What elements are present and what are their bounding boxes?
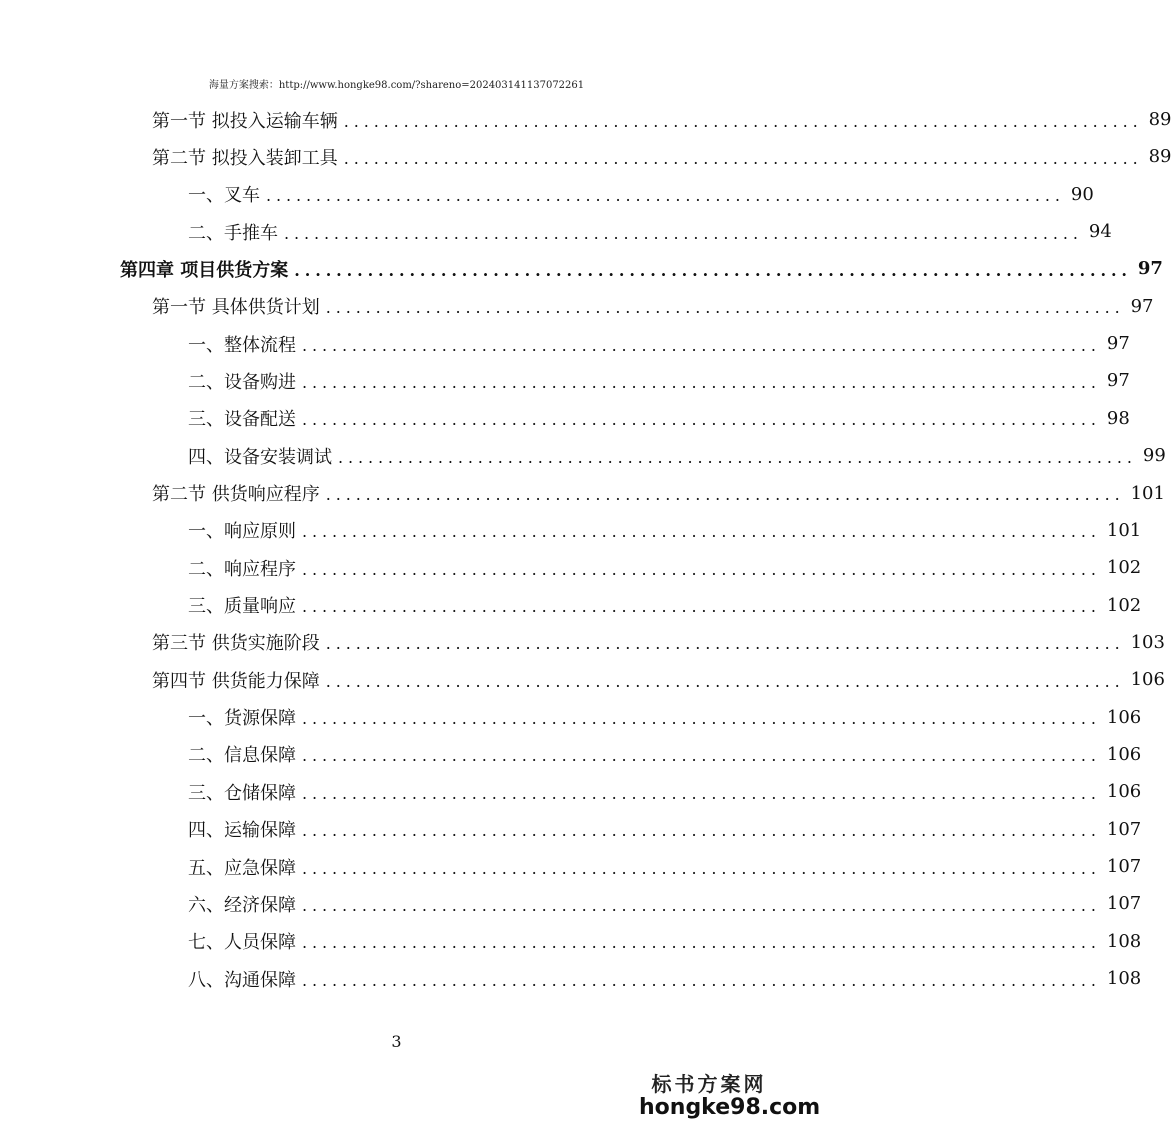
toc-entry-section[interactable]: [152, 101, 1172, 138]
toc-entry-page: 97: [1106, 333, 1130, 355]
toc-entry-title: 二、响应程序: [188, 558, 296, 580]
toc-entry-page: 102: [1106, 594, 1142, 616]
toc-dot-leader: ................................................................................: [302, 597, 1101, 617]
toc-dot-leader: ................................................................................: [302, 783, 1101, 803]
toc-entry-section[interactable]: [152, 475, 1165, 512]
toc-entry-page: 90: [1070, 183, 1094, 205]
toc-entry-title: 第二节 拟投入装卸工具: [152, 147, 338, 169]
toc-entry-title: 五、应急保障: [188, 857, 296, 879]
toc-entry-item[interactable]: [188, 512, 1142, 549]
toc-entry-title: 六、经济保障: [188, 894, 296, 916]
toc-entry-page: 101: [1106, 519, 1142, 541]
toc-entry-page: 89: [1148, 146, 1172, 168]
toc-entry-item[interactable]: [188, 176, 1094, 213]
toc-entry-page: 106: [1106, 706, 1142, 728]
toc-entry-title: 一、货源保障: [188, 708, 296, 730]
toc-entry-title: 一、叉车: [188, 185, 260, 207]
toc-entry-title: 二、手推车: [188, 222, 278, 244]
toc-entry-item[interactable]: [188, 549, 1142, 586]
toc-dot-leader: ................................................................................: [325, 298, 1125, 318]
toc-entry-title: 八、沟通保障: [188, 969, 296, 991]
toc-entry-item[interactable]: [188, 325, 1130, 362]
toc-entry-item[interactable]: [188, 960, 1142, 997]
toc-dot-leader: ................................................................................: [302, 821, 1101, 841]
toc-entry-title: 第四章 项目供货方案: [120, 259, 289, 281]
toc-entry-item[interactable]: [188, 811, 1142, 848]
toc-dot-leader: ................................................................................: [325, 485, 1125, 504]
toc-entry-page: 102: [1106, 557, 1142, 579]
toc-entry-item[interactable]: [188, 587, 1142, 624]
watermark-site-name: 标书方案网: [651, 1072, 767, 1096]
toc-entry-item[interactable]: [188, 437, 1166, 474]
toc-dot-leader: ................................................................................: [284, 223, 1083, 243]
toc-entry-page: 106: [1106, 743, 1142, 765]
toc-entry-title: 四、运输保障: [188, 820, 296, 842]
toc-entry-page: 97: [1130, 295, 1154, 317]
toc-entry-page: 106: [1130, 669, 1165, 691]
toc-dot-leader: ................................................................................: [302, 522, 1101, 542]
toc-entry-page: 97: [1106, 370, 1130, 392]
toc-entry-title: 一、响应原则: [188, 521, 296, 543]
toc-entry-chapter[interactable]: [120, 250, 1163, 287]
toc-entry-item[interactable]: [188, 736, 1142, 773]
toc-entry-item[interactable]: [188, 773, 1142, 810]
toc-entry-title: 第一节 拟投入运输车辆: [152, 110, 338, 132]
toc-dot-leader: ................................................................................: [302, 335, 1101, 355]
toc-entry-page: 107: [1106, 818, 1142, 840]
toc-entry-title: 七、人员保障: [188, 932, 296, 954]
toc-entry-title: 二、信息保障: [188, 745, 296, 767]
toc-entry-title: 第三节 供货实施阶段: [152, 633, 320, 655]
toc-dot-leader: ................................................................................: [294, 260, 1132, 280]
toc-dot-leader: ................................................................................: [338, 447, 1137, 467]
toc-entry-section[interactable]: [152, 624, 1165, 661]
toc-dot-leader: ................................................................................: [302, 372, 1101, 392]
toc-entry-title: 第一节 具体供货计划: [152, 297, 320, 319]
toc-entry-page: 108: [1106, 930, 1142, 952]
toc-dot-leader: ................................................................................: [302, 895, 1101, 915]
toc-entry-item[interactable]: [188, 699, 1142, 736]
toc-entry-title: 二、设备购进: [188, 371, 296, 393]
toc-dot-leader: ................................................................................: [302, 933, 1101, 953]
toc-entry-title: 四、设备安装调试: [188, 446, 332, 468]
toc-entry-title: 第四节 供货能力保障: [152, 670, 320, 692]
toc-dot-leader: ................................................................................: [302, 709, 1101, 729]
toc-entry-page: 98: [1106, 407, 1130, 429]
toc-entry-title: 三、质量响应: [188, 596, 296, 618]
toc-entry-section[interactable]: [152, 661, 1165, 698]
toc-dot-leader: ................................................................................: [302, 970, 1101, 990]
toc-dot-leader: ................................................................................: [325, 634, 1125, 654]
toc-entry-item[interactable]: [188, 885, 1142, 922]
toc-entry-page: 89: [1148, 109, 1172, 130]
toc-entry-section[interactable]: [152, 288, 1154, 325]
watermark-url: hongke98.com: [639, 1095, 821, 1120]
toc-dot-leader: ................................................................................: [302, 410, 1101, 430]
toc-dot-leader: ................................................................................: [343, 148, 1143, 168]
toc-entry-title: 三、仓储保障: [188, 782, 296, 804]
toc-entry-section[interactable]: [152, 138, 1172, 175]
site-watermark: [639, 1068, 821, 1120]
toc-entry-page: 94: [1088, 221, 1112, 243]
toc-entry-title: 一、整体流程: [188, 334, 296, 356]
toc-entry-item[interactable]: [188, 923, 1142, 960]
toc-dot-leader: ................................................................................: [266, 186, 1065, 206]
toc-entry-page: 106: [1106, 781, 1142, 803]
toc-entry-item[interactable]: [188, 362, 1130, 399]
toc-entry-item[interactable]: [188, 400, 1130, 437]
toc-dot-leader: ................................................................................: [325, 671, 1125, 691]
toc-entry-page: 103: [1130, 631, 1165, 653]
toc-entry-item[interactable]: [188, 848, 1142, 885]
toc-entry-page: 108: [1106, 968, 1142, 990]
toc-dot-leader: ................................................................................: [343, 111, 1143, 131]
toc-entry-page: 101: [1130, 482, 1165, 504]
toc-entry-title: 第二节 供货响应程序: [152, 484, 320, 505]
page-number: 3: [391, 1032, 402, 1051]
toc-entry-title: 三、设备配送: [188, 409, 296, 431]
toc-dot-leader: ................................................................................: [302, 858, 1101, 878]
page-header: 海量方案搜索：http://www.hongke98.com/?shareno=20240314113707226​1: [208, 80, 585, 91]
toc-entry-item[interactable]: [188, 213, 1112, 250]
toc-entry-page: 107: [1106, 856, 1142, 877]
toc-dot-leader: ................................................................................: [302, 559, 1101, 579]
toc-entry-page: 97: [1137, 258, 1163, 280]
toc-entry-page: 99: [1142, 445, 1166, 467]
toc-dot-leader: ................................................................................: [302, 746, 1101, 766]
toc-entry-page: 107: [1106, 893, 1142, 915]
